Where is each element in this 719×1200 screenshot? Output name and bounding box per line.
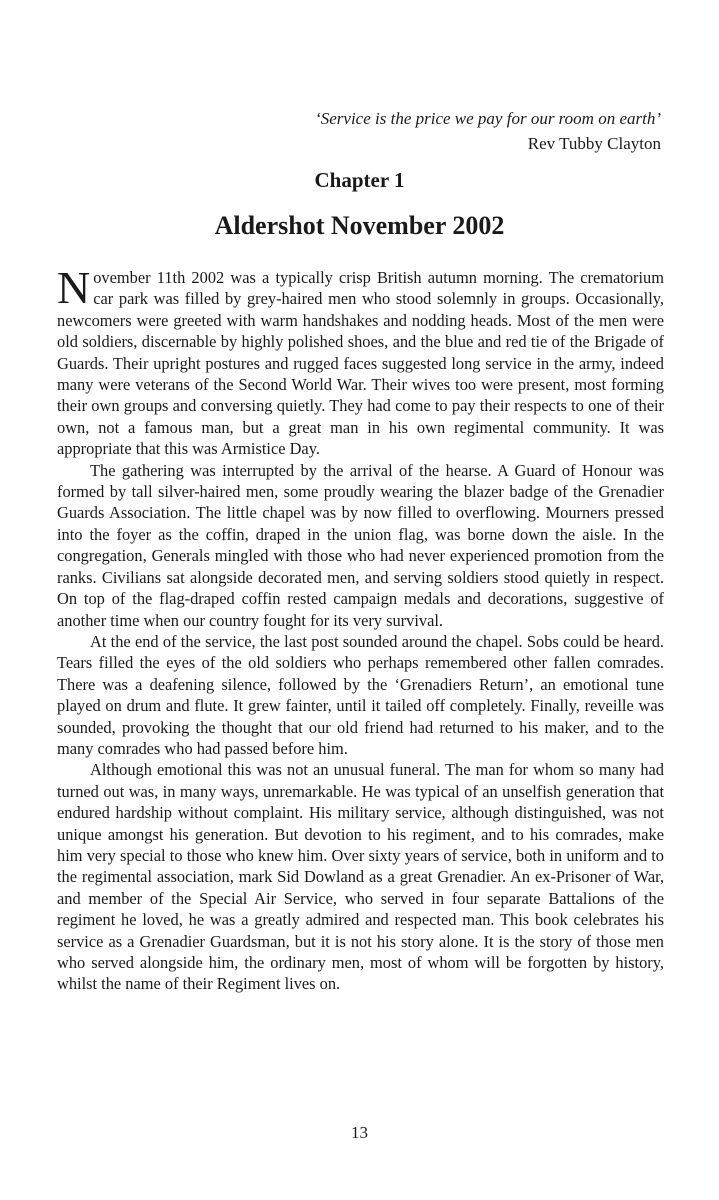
paragraph-1 bbox=[57, 262, 664, 460]
epigraph bbox=[315, 106, 661, 156]
chapter-title: Aldershot November 2002 bbox=[214, 211, 505, 240]
paragraph-4: Although emotional this was not an unusual funeral. The man for whom so many had turned out was, in many ways, unremarkable. He was typical of an unselfish generation that endured hardship without complaint. His military service, although distinguished, was not unique amongst his generation. But devotion to his regiment, and to his comrades, make him very special to those who knew him. Over sixty years of service, both in uniform and to the regimental association, mark Sid Dowland as a great Grenadier. An ex-Prisoner of War, and member of the Special Air Service, who served in four separate Battalions of the regiment he loved, he was a greatly admired and respected man. This book celebrates his service as a Grenadier Guardsman, but it is not his story alone. It is the story of those men who served alongside him, the ordinary men, most of whom will be forgotten by history, whilst the name of their Regiment lives on. bbox=[57, 760, 664, 994]
paragraph-3: At the end of the service, the last post sounded around the chapel. Sobs could be heard. Tears filled the eyes of the old soldiers who perhaps remembered other fallen comrades. There was a deafening silence, followed by the ‘Grenadiers Return’, an emotional tune played on drum and flute. It grew fainter, until it tailed off completely. Finally, reveille was sounded, provoking the thought that our old friend had returned to his maker, and to the many comrades who had passed before him. bbox=[57, 631, 664, 758]
epigraph-quote: ‘Service is the price we pay for our room on earth’ bbox=[315, 109, 661, 128]
page-number: 13 bbox=[351, 1123, 368, 1142]
paragraph-1-text: ovember 11th 2002 was a typically crisp British autumn morning. The crematorium car park was filled by grey-haired men who stood solemnly in groups. Occasionally, newcomers were greeted with warm handshakes and nodding heads. Most of the men were old soldiers, discernable by highly polished shoes, and the blue and red tie of the Brigade of Guards. Their upright postures and rugged faces suggested long service in the army, indeed many were veterans of the Second World War. Their wives too were present, most forming their own groups and conversing quietly. They had come to pay their respects to one of their own, not a famous man, but a great man in his own regimental community. It was appropriate that this was Armistice Day. bbox=[57, 268, 664, 459]
paragraph-2: The gathering was interrupted by the arrival of the hearse. A Guard of Honour was formed by tall silver-haired men, some proudly wearing the blazer badge of the Grenadier Guards Association. The little chapel was by now filled to overflowing. Mourners pressed into the foyer as the coffin, draped in the union flag, was borne down the aisle. In the congregation, Generals mingled with those who had never experienced promotion from the ranks. Civilians sat alongside decorated men, and serving soldiers stood quietly in respect. On top of the flag-draped coffin rested campaign medals and decorations, suggestive of another time when our country fought for its very survival. bbox=[57, 460, 664, 630]
drop-cap: N bbox=[57, 262, 91, 313]
epigraph-attribution: Rev Tubby Clayton bbox=[527, 134, 661, 153]
chapter-body bbox=[57, 262, 664, 995]
chapter-label: Chapter 1 bbox=[314, 168, 405, 192]
